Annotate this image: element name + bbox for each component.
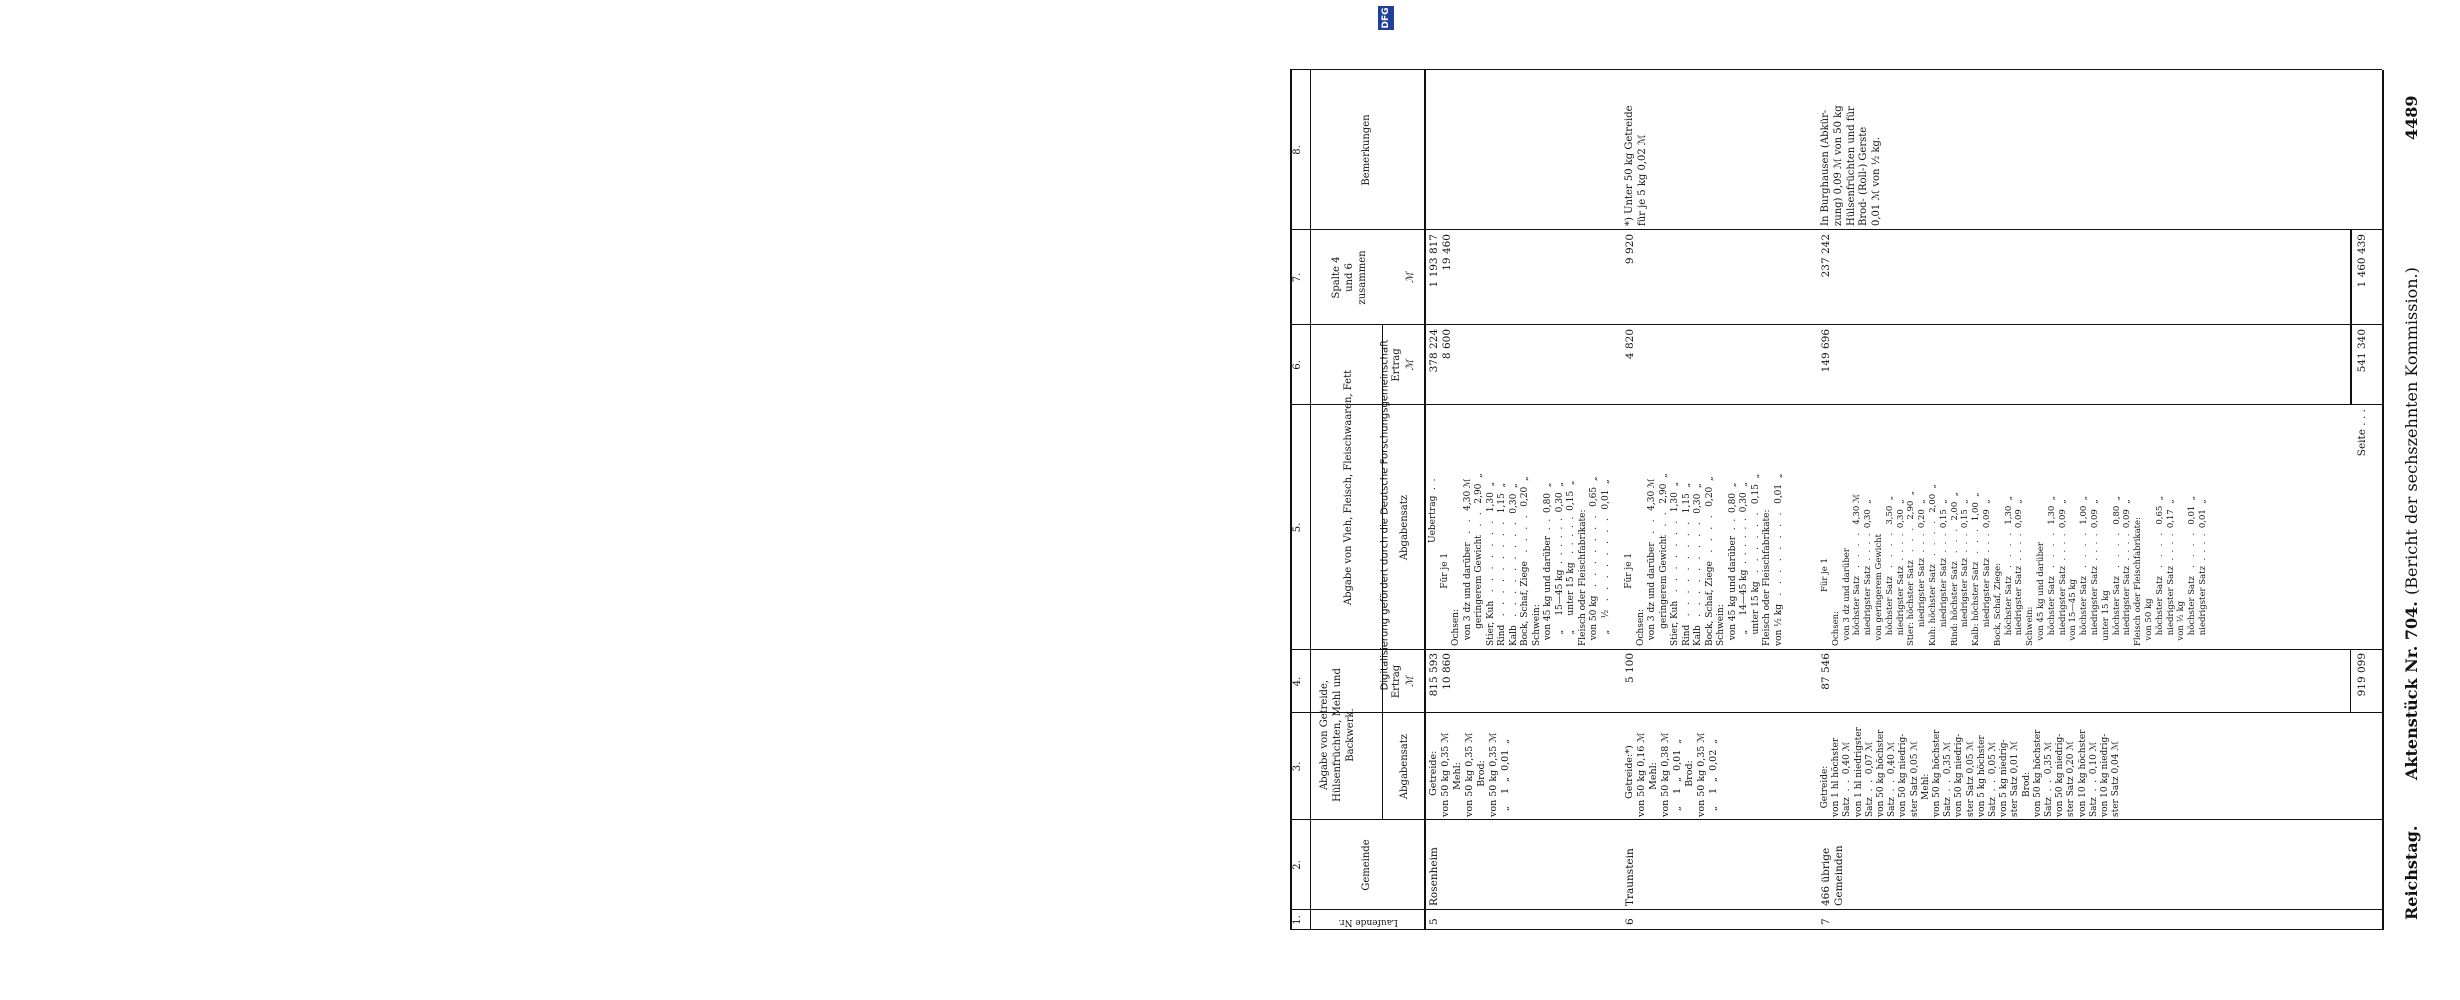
meat-total: 541 340 <box>2356 329 2368 373</box>
row6-gemeinde: Traunstein <box>1624 848 1636 906</box>
header-meat-yield: Ertrag <box>1391 348 1402 382</box>
row5-gemeinde: Rosenheim <box>1428 847 1440 906</box>
row7-grain-yield: 87 546 <box>1820 653 1832 690</box>
header-subtitle: (Bericht der sechszehnten Kommission.) <box>2402 267 2421 595</box>
row6-total: 9 920 <box>1624 234 1636 265</box>
col-line-7 <box>1290 229 2382 230</box>
colnum-6: 6. <box>1292 360 1303 370</box>
row5-meat-rates: Uebertrag . . Für je 1 Ochsen: von 3 dz und darüber . . 4,30 ℳ geringerem Gewicht . . 2,90 „ Stier, Kuh . . . . . . . 1,30 „ Rind . . . . . . . . . 1,15 „ Kalb . . . . . . . . . 0,30 „ Bock, Schaf, Ziege . . . . 0,20 „ Schwein: von 45 kg und darüber . . 0,80 „ „ 15—45 kg . . . . . . 0,30 „ „ unter 15 kg . . . . . 0,15 „ Fleisch oder Fleischfabrikate: von 50 kg . . . . . . . 0,65 „ „ ½ . . . . . . . . 0,01 „ <box>1428 473 1611 646</box>
row5-meat-yield-2: 8 600 <box>1441 329 1453 360</box>
row5-grain-yield-2: 10 860 <box>1441 653 1453 690</box>
row5-grain-yield-1: 815 593 <box>1428 653 1440 697</box>
meat-total-label: Seite . . . <box>2356 409 2368 457</box>
col-line-5 <box>1290 404 2382 405</box>
header-meat-group: Abgabe von Vieh, Fleisch, Fleischwaaren, Fett <box>1343 369 1354 606</box>
row7-gemeinde: 466 übrige Gemeinden <box>1820 845 1845 906</box>
row6-remark: *) Unter 50 kg Getreide für je 5 kg 0,02 ℳ <box>1624 105 1648 226</box>
header-left: Reichstag. <box>2402 825 2421 920</box>
row6-nr: 6 <box>1624 918 1636 925</box>
group3-subrule <box>1382 650 1383 820</box>
row7-total: 237 242 <box>1820 234 1832 278</box>
dfg-logo: DFG <box>1378 6 1394 30</box>
table-bottom-rule <box>2382 70 2384 930</box>
col-line-3 <box>1290 712 2382 713</box>
row7-meat-rates: Für je 1 Ochsen: von 3 dz und darüber höchster Satz . . . . 4,30 ℳ niedrigster Satz . . . . 0,30 „ von geringerem Gewicht höchster Satz . . . . 3,50 „ niedrigster Satz . . . . 0,30 „ Stier: höchster Satz . . . 2,90 „ niedrigster Satz . . . 0,20 „ Kuh: höchster Satz . . . . 2,00 „ niedrigster Satz . . . 0,15 „ Rind: höchster Satz . . . 2,00 „ niedrigster Satz . . . 0,15 „ Kalb: höchster Satz . . . 1,00 „ niedrigster Satz . . . 0,09 „ Bock, Schaf, Ziege: höchster Satz . . . . 1,30 „ niedrigster Satz . . . . 0,09 „ Schwein: von 45 kg und darüber höchster Satz . . . . 1,30 „ niedrigster Satz . . . . 0,09 „ von 15—45 kg höchster Satz . . . . 1,00 „ niedrigster Satz . . . . 0,09 „ unter 15 kg höchster Satz . . . . 0,80 „ niedrigster Satz . . . . 0,09 „ Fleisch oder Fleischfabrikate: von 50 kg höchster Satz . . . . 0,65 „ niedrigster Satz . . . . 0,17 „ von ½ kg höchster Satz . . . . 0,01 „ niedrigster Satz . . . . 0,01 „ <box>1820 484 2208 646</box>
header-gemeinde: Gemeinde <box>1361 839 1372 891</box>
row6-grain-rates: Getreide:*) von 50 kg 0,16 ℳ Mehl: von 50 kg 0,38 ℳ „ 1 „ 0,01 „ Brod: von 50 kg 0,35 ℳ „ 1 „ 0,02 „ <box>1624 732 1719 817</box>
grain-total: 919 099 <box>2356 653 2368 697</box>
header-meat-yield-unit: ℳ <box>1405 359 1416 371</box>
colnum-7: 7. <box>1292 272 1303 283</box>
col-line-4 <box>1290 649 2382 650</box>
row7-remark: In Burghausen (Abkür- zung) 0,09 ℳ von 50 kg Hülsenfrüchten und für Brod- (Roll-) Gerste 0,01 ℳ von ½ kg. <box>1820 105 1883 226</box>
header-total: Spalte 4 und 6 zusammen <box>1331 250 1368 305</box>
group5-subrule <box>1382 325 1383 650</box>
grain-total-rule <box>2350 650 2351 713</box>
header-total-unit: ℳ <box>1405 272 1416 283</box>
grand-total: 1 460 439 <box>2356 234 2368 288</box>
header-laufende-nr: Laufende Nr. <box>1338 917 1398 927</box>
row6-meat-rates: Für je 1 Ochsen: von 3 dz und darüber . . 4,30 ℳ geringerem Gewicht . . 2,90 „ Stier, Kuh . . . . . . . 1,30 „ Rind . . . . . . . . . 1,15 „ Kalb . . . . . . . . . 0,30 „ Bock, Schaf, Ziege . . . . 0,20 „ Schwein: von 45 kg und darüber . . 0,80 „ „ 14—45 kg . . . . . . 0,30 „ unter 15 kg . . . . . . 0,15 „ Fleisch oder Fleischfabrikate: von ½ kg . . . . . . . . 0,01 „ <box>1624 473 1784 646</box>
row5-nr: 5 <box>1428 918 1440 925</box>
row7-meat-yield: 149 696 <box>1820 329 1832 373</box>
col-line-0 <box>1290 929 2382 930</box>
colnum-4: 4. <box>1292 676 1303 687</box>
header-grain-yield-unit: ℳ <box>1405 676 1416 687</box>
row6-meat-yield: 4 820 <box>1624 329 1636 360</box>
header-grain-rate: Abgabensatz <box>1399 733 1410 800</box>
col-line-1 <box>1290 909 2382 910</box>
header-title: Aktenstück Nr. 704. <box>2402 601 2421 780</box>
header-meat-rate: Abgabensatz <box>1399 494 1410 561</box>
header-grain-group: Abgabe von Getreide, Hülsenfrüchten, Mehl und Backwerk. <box>1319 668 1356 802</box>
rotated-table-document <box>1290 70 2460 930</box>
colnum-5: 5. <box>1292 522 1303 533</box>
meat-total-rule <box>2350 230 2352 405</box>
digitization-note-text: Digitalisierung gefördert durch die Deutsche Forschungsgemeinschaft <box>1379 339 1391 691</box>
colnum-2: 2. <box>1292 860 1303 870</box>
row6-grain-yield: 5 100 <box>1624 653 1636 684</box>
colnum-1: 1. <box>1292 915 1303 925</box>
row7-nr: 7 <box>1820 918 1832 925</box>
row5-grain-rates: Getreide: von 50 kg 0,35 ℳ Mehl: von 50 kg 0,35 ℳ Brod: von 50 kg 0,35 ℳ „ 1 „ 0,01 „ <box>1428 732 1511 817</box>
colnum-rule <box>1310 70 1311 930</box>
row5-total-2: 19 460 <box>1441 234 1453 271</box>
col-line-8 <box>1290 69 2382 70</box>
row5-meat-yield-1: 378 224 <box>1428 329 1440 373</box>
colnum-3: 3. <box>1292 761 1303 772</box>
header-remarks: Bemerkungen <box>1361 114 1372 186</box>
col-line-2 <box>1290 819 2382 820</box>
header-bottom-rule <box>1424 70 1426 930</box>
header-grain-yield: Ertrag <box>1391 664 1402 699</box>
page-number: 4489 <box>2402 95 2421 140</box>
row7-grain-rates: Getreide: von 1 hl höchster Satz . . 0,40 ℳ von 1 hl niedrigster Satz . . 0,07 ℳ von 50 kg höchster Satz . . 0,40 ℳ von 50 kg niedrig- ster Satz 0,05 ℳ Mehl: von 50 kg höchster Satz . . 0,35 ℳ von 50 kg niedrig- ster Satz 0,05 ℳ von 5 kg höchster Satz . . 0,05 ℳ von 5 kg niedrig- ster Satz 0,01 ℳ Brod: von 50 kg höchster Satz . . 0,35 ℳ von 50 kg niedrig- ster Satz 0,20 ℳ von 10 kg höchster Satz . . 0,10 ℳ von 10 kg niedrig- ster Satz 0,04 ℳ <box>1820 727 2122 817</box>
col-line-6 <box>1290 324 2382 325</box>
row5-total-1: 1 193 817 <box>1428 234 1440 288</box>
colnum-8: 8. <box>1292 145 1303 155</box>
